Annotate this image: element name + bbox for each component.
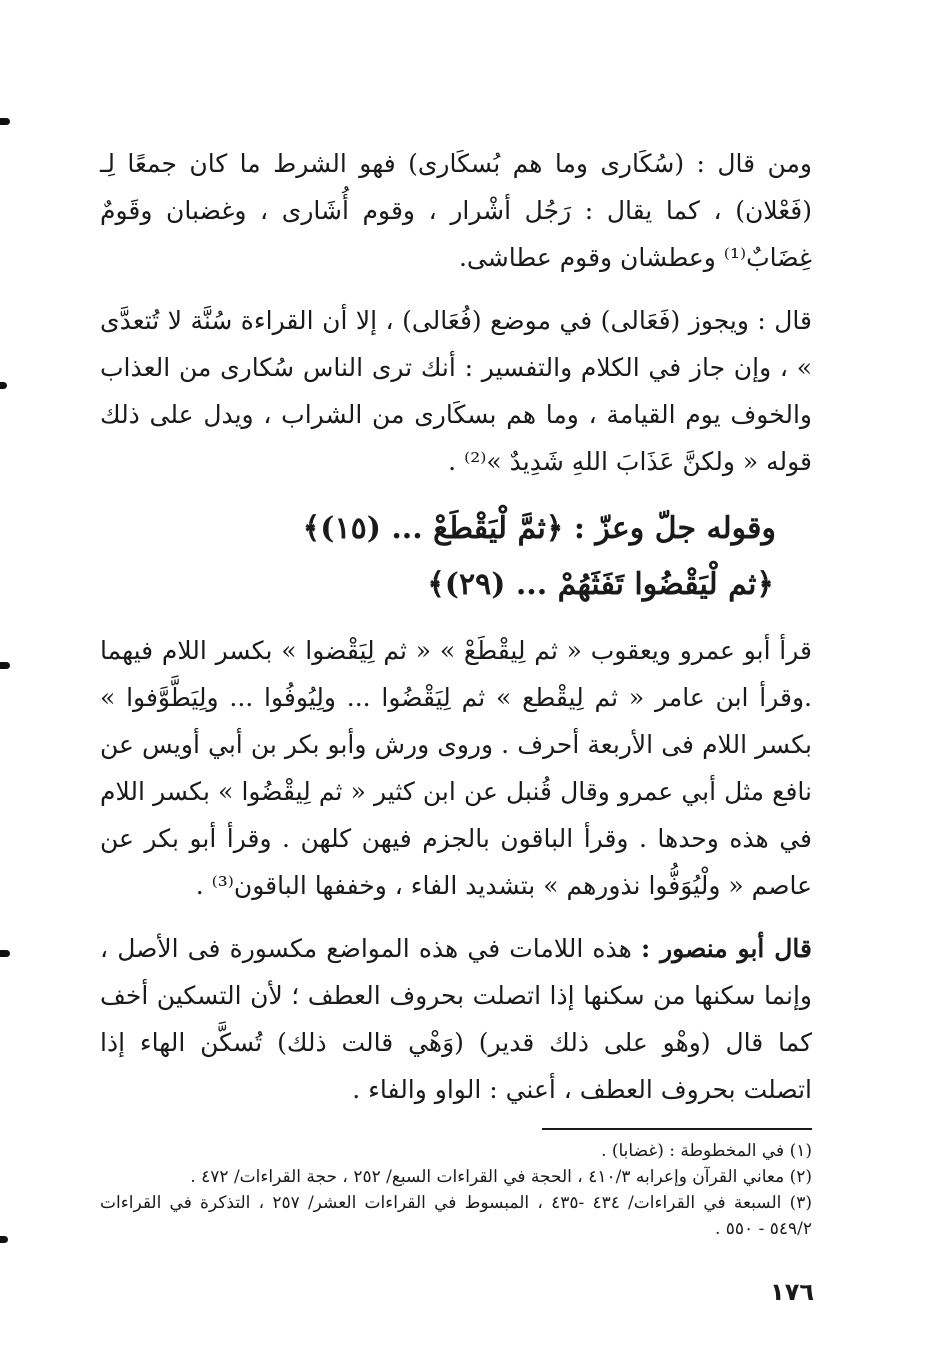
page-number: ١٧٦ xyxy=(770,1278,814,1306)
margin-scan-mark xyxy=(0,1236,8,1243)
paragraph-text: قال : ويجوز (فَعَالى) في موضع (فُعَالى) ، إلا أن القراءة سُنَّة لا تُتعدَّى » ، وإن جاز في الكلام والتفسير : أنك ترى الناس سُكارى من العذاب والخوف يوم القيامة ، وما هم بسكَارى من الشراب ، ويدل على ذلك قوله « ولكنَّ عَذَابَ اللهِ شَدِيدٌ »⁽²⁾ . xyxy=(100,306,812,476)
paragraph xyxy=(100,297,812,485)
paragraph xyxy=(100,925,812,1113)
footnotes xyxy=(100,1128,812,1242)
quran-verse-line: وقوله جلّ وعزّ : ﴿ثمَّ لْيَقْطَعْ ... (١٥)﴾ xyxy=(302,511,776,546)
footnote: (٣) السبعة في القراءات/ ٤٣٤ -٤٣٥ ، المبسوط في القراءات العشر/ ٢٥٧ ، التذكرة في القراءات ٥٤٩/٢ - ٥٥٠ . xyxy=(100,1193,812,1239)
paragraph xyxy=(100,627,812,909)
paragraph-text: قرأ أبو عمرو ويعقوب « ثم لِيقْطَعْ » « ثم لِيَقْضوا » بكسر اللام فيهما .وقرأ ابن عامر « ثم لِيقْطع » ثم لِيَقْضُوا ... ولِيُوفُوا ... ولِيَطَّوَّفوا » بكسر اللام فى الأربعة أحرف . وروى ورش وأبو بكر بن أبي أويس عن نافع مثل أبي عمرو وقال قُنبل عن ابن كثير « ثم لِيقْضُوا » بكسر اللام في هذه وحدها . وقرأ الباقون بالجزم فيهن كلهن . وقرأ أبو بكر عن عاصم « ولْيُوَفُّوا نذورهم » بتشديد الفاء ، وخففها الباقون⁽³⁾ . xyxy=(100,636,812,900)
quran-verses xyxy=(100,501,776,613)
paragraph xyxy=(100,140,812,281)
margin-scan-mark xyxy=(0,662,10,669)
paragraph-text: هذه اللامات في هذه المواضع مكسورة فى الأصل ، وإنما سكنها من سكنها إذا اتصلت بحروف العطف ؛ لأن التسكين أخف كما قال (وهْو على ذلك قدير) (وَهْي قالت ذلك) تُسكَّن الهاء إذا اتصلت بحروف العطف ، أعني : الواو والفاء . xyxy=(100,934,812,1104)
margin-scan-mark xyxy=(0,950,10,957)
margin-scan-mark xyxy=(0,118,10,125)
footnote: (٢) معاني القرآن وإعرابه ٤١٠/٣ ، الحجة في القراءات السبع/ ٢٥٢ ، حجة القراءات/ ٤٧٢ . xyxy=(190,1167,812,1187)
paragraph-text: ومن قال : (سُكَارى وما هم بُسكَارى) فهو الشرط ما كان جمعًا لِـ (فَعْلان) ، كما يقال : رَجُل أشْرار ، وقوم أُشَارى ، وغضبان وقَومٌ غِضَابٌ⁽¹⁾ وعطشان وقوم عطاشى. xyxy=(100,149,812,272)
page-body xyxy=(100,140,812,1129)
footnote: (١) في المخطوطة : (غضابا) . xyxy=(601,1141,812,1161)
footnote-separator xyxy=(542,1128,812,1130)
quran-verse-line: ﴿ثم لْيَقْضُوا تَفَثَهُمْ ... (٢٩)﴾ xyxy=(427,567,774,602)
paragraph-lead: قال أبو منصور : xyxy=(640,934,812,963)
margin-scan-mark xyxy=(0,382,7,389)
